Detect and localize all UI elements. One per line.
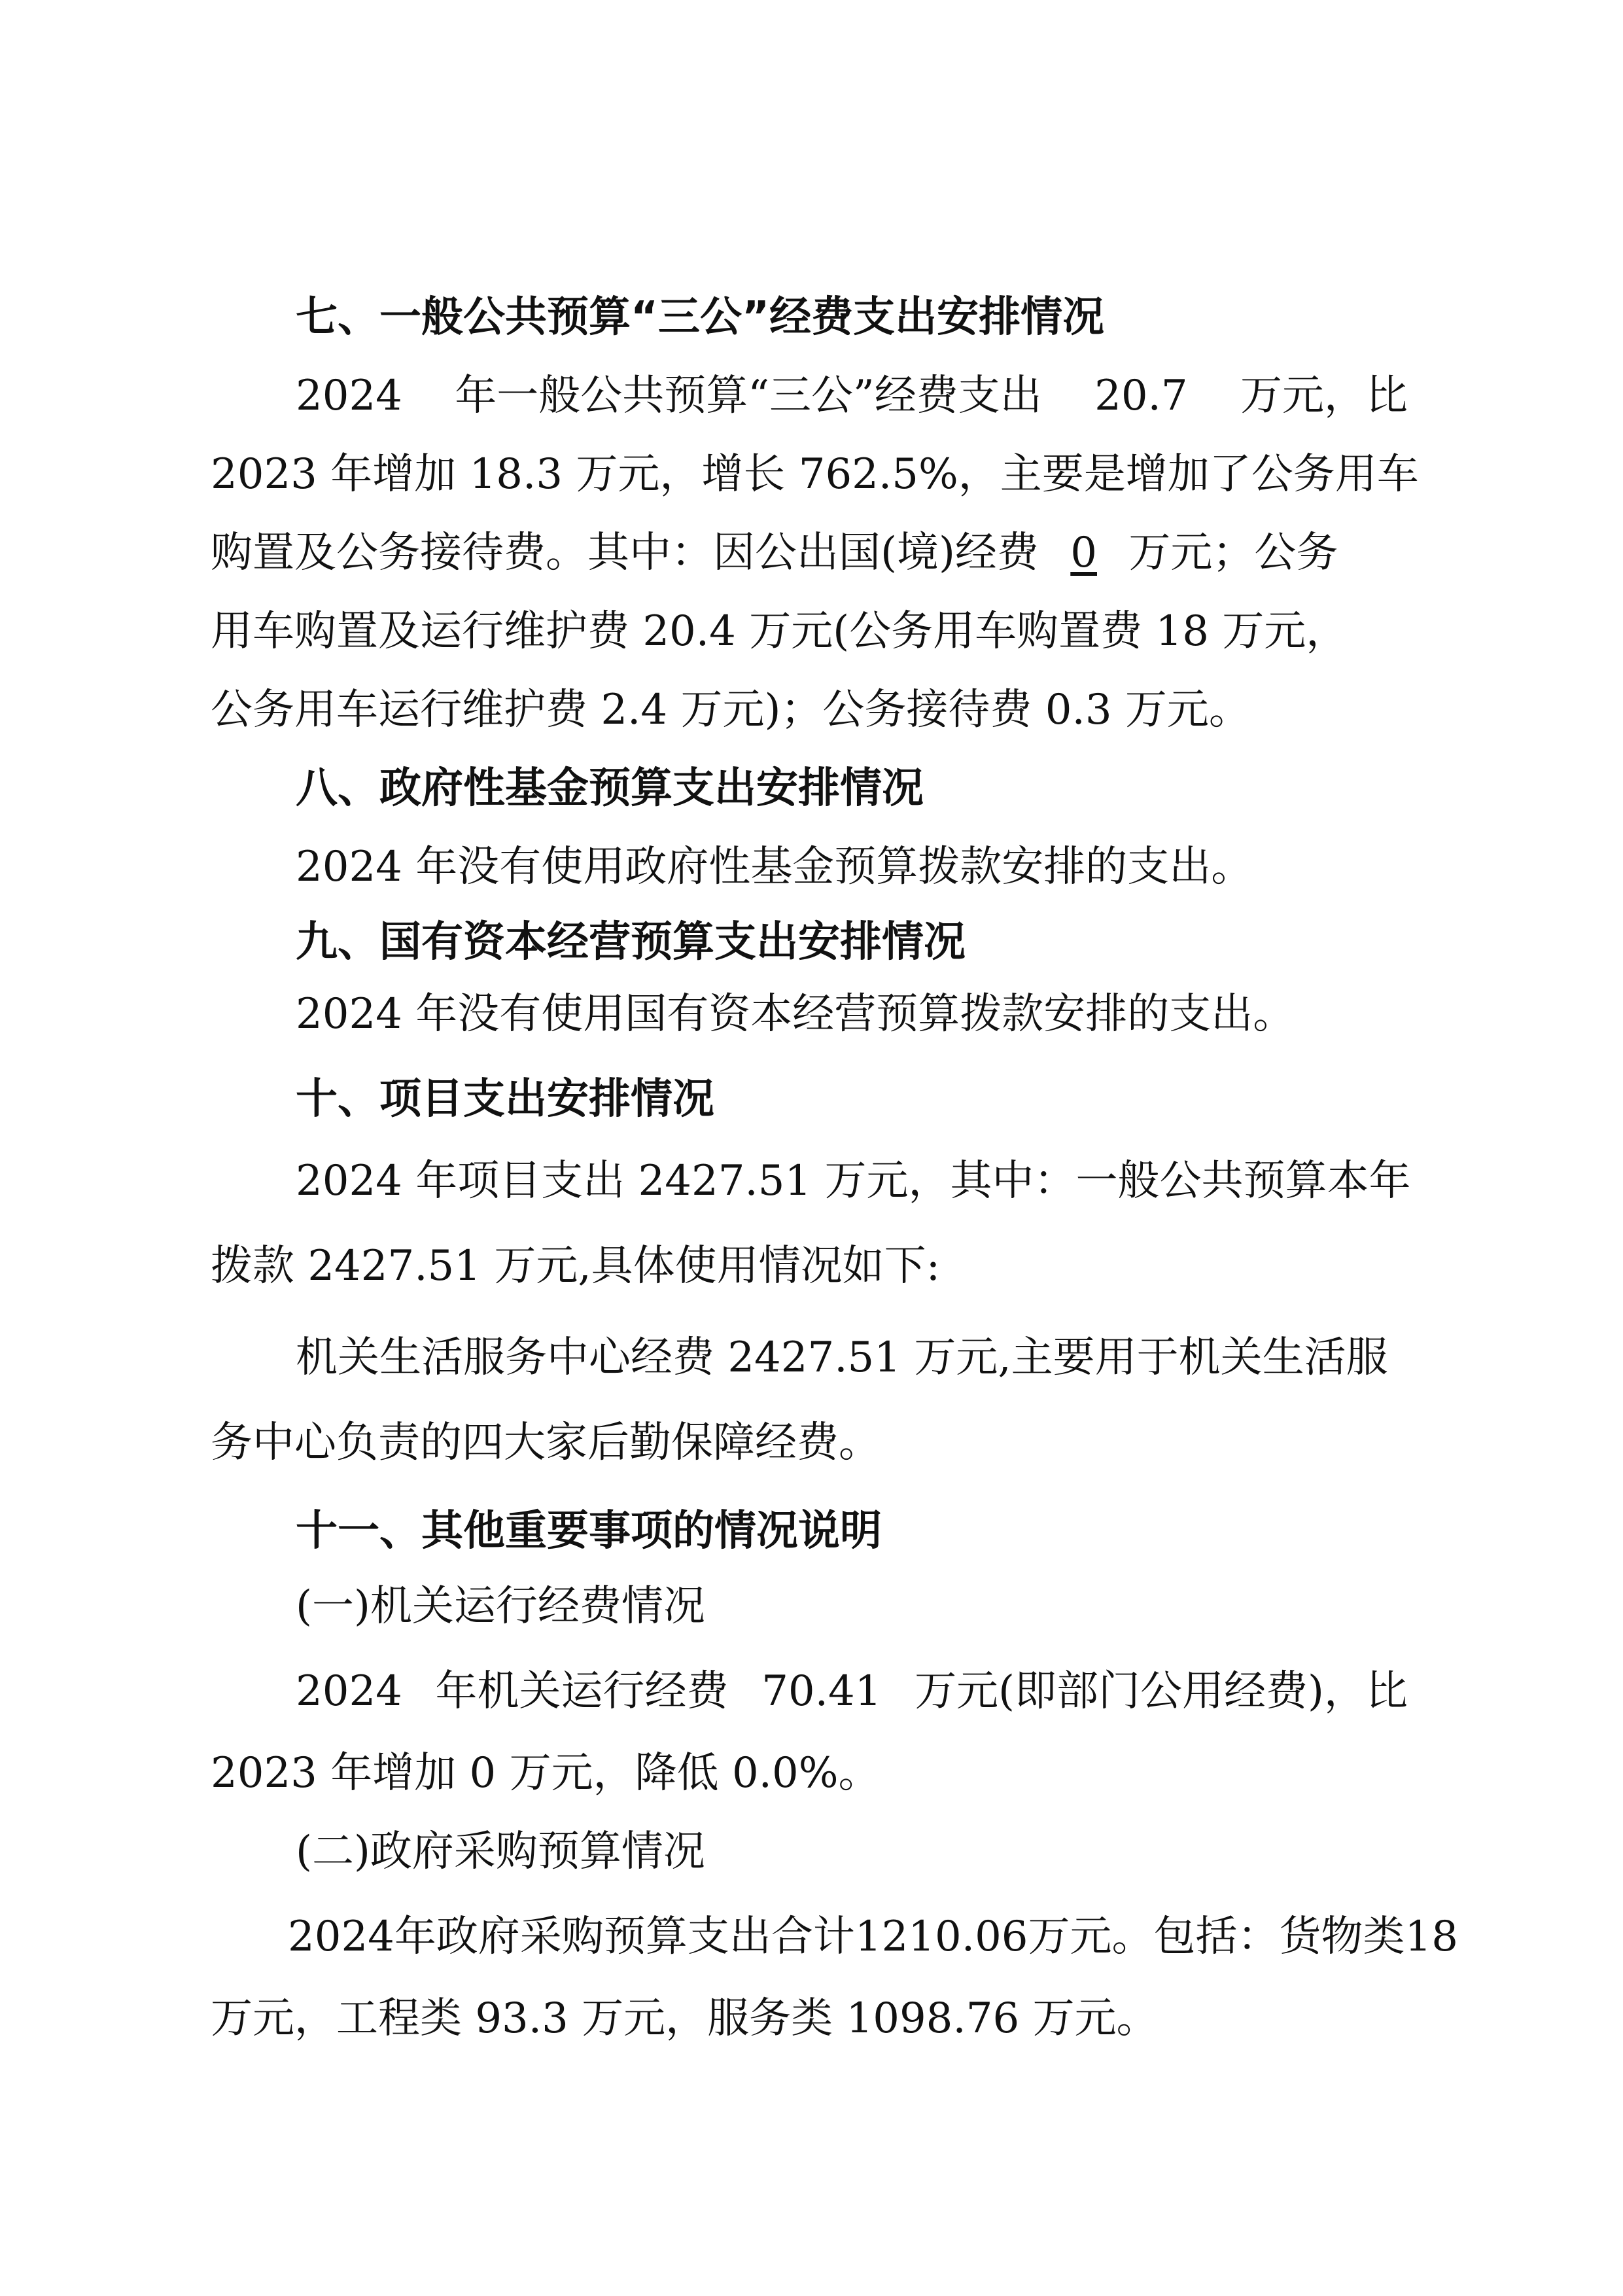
section-10-paragraph-2-line-2: 务中心负责的四大家后勤保障经费。 [211,1419,881,1467]
section-11-sub-1-line-1 [296,1665,1408,1718]
section-7-paragraph-line-3 [211,527,1338,579]
text-segment: 70.41 [761,1667,882,1716]
section-11-subheading-1: (一)机关运行经费情况 [296,1582,705,1631]
underlined-amount: 0 [1070,529,1097,577]
section-11-heading: 十一、其他重要事项的情况说明 [296,1507,882,1555]
section-9-text: 2024 年没有使用国有资本经营预算拨款安排的支出。 [296,990,1295,1038]
section-11-sub-2-line-1: 2024年政府采购预算支出合计1210.06万元。包括：货物类18 [288,1913,1458,1961]
section-7-heading: 七、一般公共预算“三公”经费支出安排情况 [296,293,1105,342]
section-11-subheading-2: (二)政府采购预算情况 [296,1828,705,1876]
text-segment: 万元(即部门公用经费)，比 [915,1667,1408,1716]
text-segment: 购置及公务接待费。其中：因公出国(境)经费 [211,529,1039,577]
section-7-paragraph-line-5: 公务用车运行维护费 2.4 万元)；公务接待费 0.3 万元。 [211,686,1251,734]
section-7-paragraph-line-1 [296,370,1408,422]
section-8-heading: 八、政府性基金预算支出安排情况 [296,764,924,813]
section-9-heading: 九、国有资本经营预算支出安排情况 [296,918,966,966]
section-10-paragraph-1-line-1: 2024 年项目支出 2427.51 万元，其中：一般公共预算本年 [296,1157,1411,1205]
section-10-paragraph-2-line-1: 机关生活服务中心经费 2427.51 万元,主要用于机关生活服 [296,1333,1388,1382]
section-11-sub-1-line-2: 2023 年增加 0 万元，降低 0.0%。 [211,1749,881,1797]
section-10-heading: 十、项目支出安排情况 [296,1075,714,1123]
section-10-paragraph-1-line-2: 拨款 2427.51 万元,具体使用情况如下: [211,1242,941,1290]
text-segment: 2024 [296,1667,402,1716]
text-segment: 2024 [296,372,402,420]
section-7-paragraph-line-2: 2023 年增加 18.3 万元，增长 762.5%，主要是增加了公务用车 [211,450,1419,499]
text-segment: 年一般公共预算“三公”经费支出 [455,372,1042,420]
text-segment: 万元，比 [1240,372,1408,420]
section-11-sub-2-line-2: 万元，工程类 93.3 万元，服务类 1098.76 万元。 [211,1994,1159,2043]
text-segment: 万元；公务 [1128,529,1338,577]
section-8-text: 2024 年没有使用政府性基金预算拨款安排的支出。 [296,843,1253,891]
text-segment: 年机关运行经费 [435,1667,729,1716]
text-segment: 20.7 [1094,372,1188,420]
section-7-paragraph-line-4: 用车购置及运行维护费 20.4 万元(公务用车购置费 18 万元， [211,607,1348,656]
